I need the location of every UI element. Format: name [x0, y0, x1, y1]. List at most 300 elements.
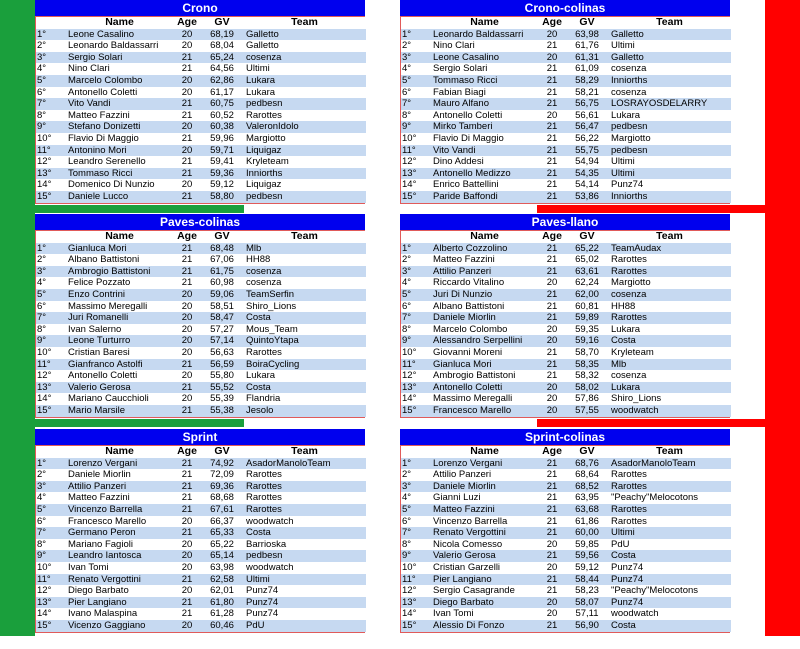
rider-name-cell: Mauro Alfano: [431, 98, 538, 110]
gv-cell: 59,36: [201, 168, 243, 180]
position-header: [36, 231, 66, 243]
position-cell: 1°: [401, 29, 431, 41]
italian-flag-red-band: [765, 0, 800, 636]
rider-name-cell: Ivano Malaspina: [66, 608, 173, 620]
rider-name-cell: Leonardo Baldassarri: [66, 40, 173, 52]
rider-name-cell: Matteo Fazzini: [431, 504, 538, 516]
gv-cell: 55,38: [201, 405, 243, 417]
gv-cell: 61,17: [201, 87, 243, 99]
table-row: [36, 597, 366, 609]
rider-name-cell: Daniele Miorlin: [431, 312, 538, 324]
table-row: [401, 504, 731, 516]
age-cell: 21: [173, 469, 201, 481]
table-row: [401, 359, 731, 371]
rider-name-cell: Diego Barbato: [431, 597, 538, 609]
table-row: [36, 254, 366, 266]
gv-cell: 69,36: [201, 481, 243, 493]
team-cell: Lukara: [243, 75, 366, 87]
gv-cell: 61,76: [566, 40, 608, 52]
position-cell: 7°: [36, 527, 66, 539]
table-row: [36, 550, 366, 562]
position-cell: 5°: [36, 289, 66, 301]
gv-cell: 55,39: [201, 393, 243, 405]
age-cell: 21: [538, 504, 566, 516]
rider-name-cell: Juri Di Nunzio: [431, 289, 538, 301]
gv-cell: 59,41: [201, 156, 243, 168]
position-cell: 14°: [36, 179, 66, 191]
team-cell: cosenza: [608, 370, 731, 382]
rider-name-cell: Vicenzo Gaggiano: [66, 620, 173, 632]
table-row: [401, 574, 731, 586]
position-cell: 2°: [401, 40, 431, 52]
table-row: [36, 63, 366, 75]
age-header: Age: [173, 231, 201, 243]
age-cell: 20: [173, 75, 201, 87]
position-cell: 12°: [36, 585, 66, 597]
position-cell: 15°: [401, 405, 431, 417]
age-cell: 20: [538, 335, 566, 347]
position-cell: 13°: [36, 168, 66, 180]
age-cell: 21: [538, 40, 566, 52]
team-cell: Rarottes: [243, 110, 366, 122]
gv-cell: 57,27: [201, 324, 243, 336]
team-cell: woodwatch: [243, 516, 366, 528]
position-cell: 12°: [36, 156, 66, 168]
rider-name-cell: Tommaso Ricci: [66, 168, 173, 180]
table-row: [401, 585, 731, 597]
position-cell: 7°: [401, 98, 431, 110]
team-cell: Inniorths: [608, 75, 731, 87]
team-cell: Costa: [608, 335, 731, 347]
table-row: [36, 405, 366, 417]
rider-name-cell: Gianluca Mori: [431, 359, 538, 371]
age-cell: 21: [173, 597, 201, 609]
team-cell: Galletto: [243, 29, 366, 41]
team-header: Team: [608, 231, 731, 243]
table-row: [401, 110, 731, 122]
ranking-table: [401, 446, 731, 632]
table-row: [401, 243, 731, 255]
table-row: [401, 393, 731, 405]
team-cell: Galletto: [243, 40, 366, 52]
gv-cell: 66,37: [201, 516, 243, 528]
ranking-table: [36, 446, 366, 632]
age-cell: 21: [173, 52, 201, 64]
age-cell: 21: [173, 405, 201, 417]
age-cell: 20: [173, 289, 201, 301]
ranking-table-frame: [35, 230, 365, 418]
ranking-table: [36, 17, 366, 203]
gv-cell: 59,06: [201, 289, 243, 301]
team-cell: Liquigaz: [243, 179, 366, 191]
table-row: [36, 539, 366, 551]
position-cell: 6°: [401, 516, 431, 528]
team-cell: TeamAudax: [608, 243, 731, 255]
table-row: [401, 52, 731, 64]
gv-cell: 56,90: [566, 620, 608, 632]
position-header: [36, 17, 66, 29]
position-cell: 15°: [401, 191, 431, 203]
age-cell: 20: [538, 324, 566, 336]
position-cell: 4°: [36, 277, 66, 289]
position-cell: 6°: [36, 516, 66, 528]
position-cell: 7°: [36, 98, 66, 110]
age-cell: 21: [173, 574, 201, 586]
age-cell: 21: [538, 133, 566, 145]
table-row: [36, 52, 366, 64]
rider-name-cell: Pier Langiano: [431, 574, 538, 586]
age-cell: 21: [538, 458, 566, 470]
position-cell: 8°: [401, 539, 431, 551]
rider-name-cell: Renato Vergottini: [431, 527, 538, 539]
team-header: Team: [608, 446, 731, 458]
age-cell: 21: [538, 289, 566, 301]
table-row: [401, 550, 731, 562]
rider-name-cell: Antonello Coletti: [431, 382, 538, 394]
position-cell: 7°: [401, 312, 431, 324]
age-cell: 21: [173, 168, 201, 180]
gv-cell: 68,52: [566, 481, 608, 493]
team-cell: "Peachy"Melocotons: [608, 492, 731, 504]
rider-name-cell: Albano Battistoni: [66, 254, 173, 266]
green-strip: [35, 419, 244, 427]
gv-cell: 65,24: [201, 52, 243, 64]
gv-cell: 59,56: [566, 550, 608, 562]
team-cell: Lukara: [608, 382, 731, 394]
team-header: Team: [608, 17, 731, 29]
rider-name-cell: Leandro Serenello: [66, 156, 173, 168]
gv-cell: 62,86: [201, 75, 243, 87]
rider-name-cell: Juri Romanelli: [66, 312, 173, 324]
ranking-table-frame: [35, 445, 365, 633]
table-row: [36, 620, 366, 632]
age-cell: 21: [173, 481, 201, 493]
rider-name-cell: Vincenzo Barrella: [66, 504, 173, 516]
table-row: [36, 168, 366, 180]
team-cell: HH88: [243, 254, 366, 266]
position-cell: 10°: [401, 347, 431, 359]
position-cell: 7°: [36, 312, 66, 324]
rider-name-cell: Domenico Di Nunzio: [66, 179, 173, 191]
team-cell: Ultimi: [608, 156, 731, 168]
table-row: [36, 243, 366, 255]
gv-cell: 61,28: [201, 608, 243, 620]
rider-name-cell: Diego Barbato: [66, 585, 173, 597]
table-row: [36, 145, 366, 157]
table-row: [36, 110, 366, 122]
position-cell: 10°: [36, 562, 66, 574]
team-cell: PdU: [608, 539, 731, 551]
position-cell: 8°: [401, 110, 431, 122]
rider-name-cell: Marcelo Colombo: [66, 75, 173, 87]
position-cell: 15°: [36, 191, 66, 203]
gv-cell: 57,86: [566, 393, 608, 405]
team-cell: Shiro_Lions: [608, 393, 731, 405]
position-cell: 10°: [36, 133, 66, 145]
table-row: [401, 63, 731, 75]
gv-cell: 60,75: [201, 98, 243, 110]
rider-name-cell: Ivan Tomi: [66, 562, 173, 574]
age-cell: 21: [538, 121, 566, 133]
gv-cell: 55,75: [566, 145, 608, 157]
age-cell: 21: [538, 359, 566, 371]
age-cell: 21: [173, 110, 201, 122]
table-row: [401, 179, 731, 191]
table-row: [36, 574, 366, 586]
table-row: [36, 289, 366, 301]
team-cell: woodwatch: [608, 405, 731, 417]
age-cell: 20: [538, 405, 566, 417]
rider-name-cell: Germano Peron: [66, 527, 173, 539]
name-header: Name: [431, 17, 538, 29]
position-cell: 15°: [36, 620, 66, 632]
team-cell: Rarottes: [243, 347, 366, 359]
position-cell: 13°: [36, 382, 66, 394]
table-row: [401, 156, 731, 168]
position-cell: 8°: [36, 539, 66, 551]
table-row: [36, 562, 366, 574]
age-cell: 20: [173, 620, 201, 632]
table-row: [401, 527, 731, 539]
team-header: Team: [243, 17, 366, 29]
gv-header: GV: [566, 446, 608, 458]
position-cell: 10°: [401, 562, 431, 574]
table-row: [401, 562, 731, 574]
table-row: [36, 312, 366, 324]
rider-name-cell: Vincenzo Barrella: [431, 516, 538, 528]
team-cell: Margiotto: [243, 133, 366, 145]
team-cell: Punz74: [243, 597, 366, 609]
team-cell: Costa: [608, 620, 731, 632]
gv-cell: 68,76: [566, 458, 608, 470]
rider-name-cell: Matteo Fazzini: [431, 254, 538, 266]
position-cell: 10°: [36, 347, 66, 359]
position-header: [401, 446, 431, 458]
team-cell: cosenza: [608, 63, 731, 75]
table-row: [401, 133, 731, 145]
age-cell: 21: [538, 347, 566, 359]
gv-cell: 59,12: [201, 179, 243, 191]
table-row: [401, 121, 731, 133]
table-row: [401, 75, 731, 87]
team-cell: Rarottes: [608, 254, 731, 266]
gv-cell: 68,68: [201, 492, 243, 504]
age-cell: 21: [538, 87, 566, 99]
gv-cell: 63,61: [566, 266, 608, 278]
age-cell: 21: [173, 527, 201, 539]
team-cell: "Peachy"Melocotons: [608, 585, 731, 597]
gv-cell: 56,61: [566, 110, 608, 122]
ranking-panel: [400, 429, 730, 633]
team-cell: Kryleteam: [608, 347, 731, 359]
team-cell: Rarottes: [608, 469, 731, 481]
age-cell: 21: [538, 145, 566, 157]
position-cell: 3°: [36, 266, 66, 278]
rider-name-cell: Ambrogio Battistoni: [66, 266, 173, 278]
table-row: [401, 458, 731, 470]
team-cell: AsadorManoloTeam: [243, 458, 366, 470]
team-cell: cosenza: [608, 289, 731, 301]
team-cell: Mlb: [243, 243, 366, 255]
gv-cell: 65,33: [201, 527, 243, 539]
red-strip: [537, 419, 765, 427]
table-row: [36, 359, 366, 371]
team-cell: Barrioska: [243, 539, 366, 551]
age-cell: 21: [173, 492, 201, 504]
position-cell: 13°: [401, 597, 431, 609]
team-cell: Jesolo: [243, 405, 366, 417]
position-cell: 11°: [401, 145, 431, 157]
table-row: [401, 335, 731, 347]
table-row: [401, 469, 731, 481]
gv-cell: 58,47: [201, 312, 243, 324]
age-cell: 21: [538, 179, 566, 191]
rider-name-cell: Daniele Miorlin: [66, 469, 173, 481]
table-header-row: [401, 446, 731, 458]
position-cell: 9°: [36, 335, 66, 347]
rider-name-cell: Alessandro Serpellini: [431, 335, 538, 347]
ranking-panel: [35, 429, 365, 633]
gv-cell: 56,59: [201, 359, 243, 371]
table-row: [401, 301, 731, 313]
age-cell: 20: [538, 277, 566, 289]
rider-name-cell: Paride Baffondi: [431, 191, 538, 203]
age-cell: 21: [538, 254, 566, 266]
rider-name-cell: Leone Casalino: [431, 52, 538, 64]
position-cell: 11°: [36, 574, 66, 586]
gv-cell: 58,21: [566, 87, 608, 99]
age-cell: 20: [173, 335, 201, 347]
team-cell: cosenza: [243, 266, 366, 278]
rider-name-cell: Felice Pozzato: [66, 277, 173, 289]
team-cell: cosenza: [243, 277, 366, 289]
age-cell: 21: [538, 75, 566, 87]
table-header-row: [401, 17, 731, 29]
panel-title: Paves-llano: [400, 214, 730, 230]
age-cell: 21: [538, 156, 566, 168]
gv-cell: 64,56: [201, 63, 243, 75]
age-cell: 21: [538, 469, 566, 481]
ranking-table: [36, 231, 366, 417]
team-cell: Lukara: [243, 87, 366, 99]
gv-cell: 72,09: [201, 469, 243, 481]
position-cell: 11°: [36, 359, 66, 371]
rider-name-cell: Mirko Tamberi: [431, 121, 538, 133]
position-cell: 7°: [401, 527, 431, 539]
table-row: [401, 168, 731, 180]
team-cell: Shiro_Lions: [243, 301, 366, 313]
age-cell: 20: [173, 29, 201, 41]
team-cell: Rarottes: [608, 266, 731, 278]
team-cell: Costa: [243, 382, 366, 394]
age-cell: 20: [538, 382, 566, 394]
table-row: [36, 75, 366, 87]
table-row: [36, 516, 366, 528]
team-cell: Punz74: [243, 585, 366, 597]
position-cell: 9°: [401, 335, 431, 347]
age-cell: 20: [173, 87, 201, 99]
rider-name-cell: Enzo Contrini: [66, 289, 173, 301]
ranking-table-frame: [35, 16, 365, 204]
team-cell: Lukara: [608, 324, 731, 336]
position-cell: 3°: [36, 481, 66, 493]
gv-cell: 58,02: [566, 382, 608, 394]
gv-cell: 62,58: [201, 574, 243, 586]
position-cell: 11°: [401, 359, 431, 371]
position-cell: 8°: [36, 110, 66, 122]
name-header: Name: [431, 231, 538, 243]
age-cell: 21: [538, 266, 566, 278]
ranking-table: [401, 231, 731, 417]
age-cell: 20: [173, 516, 201, 528]
position-cell: 6°: [36, 87, 66, 99]
table-row: [401, 266, 731, 278]
age-cell: 21: [173, 98, 201, 110]
age-cell: 20: [538, 562, 566, 574]
position-cell: 2°: [36, 254, 66, 266]
gv-cell: 62,00: [566, 289, 608, 301]
team-cell: Ultimi: [608, 168, 731, 180]
gv-cell: 63,98: [201, 562, 243, 574]
age-cell: 21: [538, 168, 566, 180]
table-header-row: [36, 231, 366, 243]
age-cell: 20: [173, 539, 201, 551]
table-row: [401, 516, 731, 528]
table-row: [401, 98, 731, 110]
rider-name-cell: Daniele Miorlin: [431, 481, 538, 493]
rider-name-cell: Mariano Caucchioli: [66, 393, 173, 405]
position-cell: 5°: [401, 75, 431, 87]
age-cell: 20: [538, 539, 566, 551]
gv-cell: 57,55: [566, 405, 608, 417]
age-cell: 20: [538, 393, 566, 405]
rider-name-cell: Sergio Solari: [431, 63, 538, 75]
team-cell: LOSRAYOSDELARRY: [608, 98, 731, 110]
team-cell: cosenza: [243, 52, 366, 64]
position-cell: 12°: [401, 370, 431, 382]
rider-name-cell: Valerio Gerosa: [431, 550, 538, 562]
gv-cell: 59,35: [566, 324, 608, 336]
position-cell: 4°: [401, 63, 431, 75]
table-row: [36, 324, 366, 336]
table-row: [36, 527, 366, 539]
position-cell: 15°: [401, 620, 431, 632]
green-strip: [35, 205, 244, 213]
team-cell: Punz74: [608, 179, 731, 191]
gv-cell: 54,14: [566, 179, 608, 191]
team-cell: woodwatch: [243, 562, 366, 574]
gv-cell: 60,00: [566, 527, 608, 539]
age-cell: 21: [173, 277, 201, 289]
rider-name-cell: Daniele Lucco: [66, 191, 173, 203]
age-cell: 20: [173, 370, 201, 382]
age-cell: 20: [538, 608, 566, 620]
team-cell: Rarottes: [243, 492, 366, 504]
position-cell: 9°: [401, 121, 431, 133]
gv-cell: 67,61: [201, 504, 243, 516]
table-row: [401, 87, 731, 99]
position-cell: 2°: [36, 469, 66, 481]
rider-name-cell: Dino Addesi: [431, 156, 538, 168]
team-cell: pedbesn: [243, 550, 366, 562]
rider-name-cell: Sergio Solari: [66, 52, 173, 64]
rider-name-cell: Gianluca Mori: [66, 243, 173, 255]
rider-name-cell: Fabian Biagi: [431, 87, 538, 99]
team-cell: QuintoYtapa: [243, 335, 366, 347]
team-cell: pedbesn: [608, 121, 731, 133]
rider-name-cell: Vito Vandi: [66, 98, 173, 110]
position-cell: 9°: [36, 121, 66, 133]
